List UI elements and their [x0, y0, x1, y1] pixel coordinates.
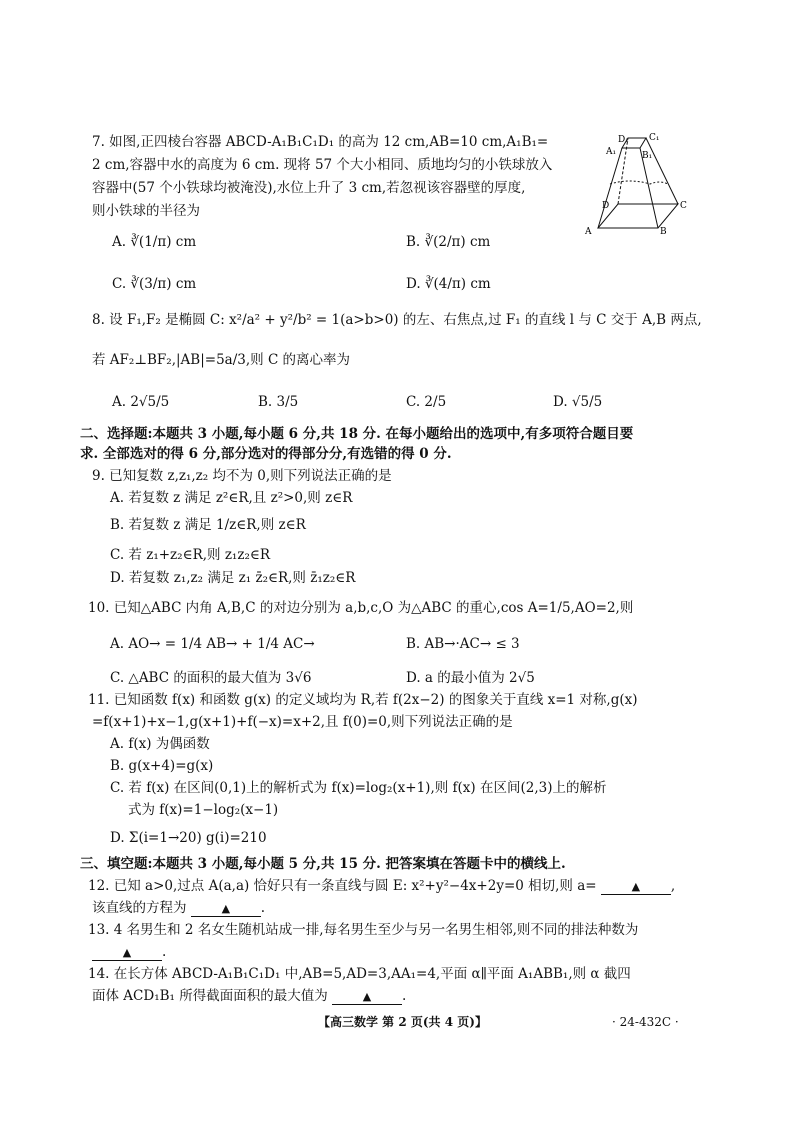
- q8-option-c: C. 2/5: [406, 394, 447, 410]
- q9-option-a: A. 若复数 z 满足 z²∈R,且 z²>0,则 z∈R: [110, 490, 353, 506]
- q7-option-b: B. ∛(2/π) cm: [406, 234, 491, 250]
- fig-label-b1: B₁: [642, 151, 653, 161]
- section-3-heading: 三、填空题:本题共 3 小题,每小题 5 分,共 15 分. 把答案填在答题卡中的横线上.: [80, 856, 566, 872]
- section-2-heading-line-2: 求. 全部选对的得 6 分,部分选对的得部分分,有选错的得 0 分.: [80, 446, 452, 462]
- fig-label-c1: C₁: [649, 133, 660, 143]
- q12-answer-blank-2[interactable]: [191, 901, 261, 917]
- q11-line-1: 11. 已知函数 f(x) 和函数 g(x) 的定义域均为 R,若 f(2x−2) 的图象关于直线 x=1 对称,g(x): [88, 692, 638, 708]
- q11-option-a: A. f(x) 为偶函数: [110, 736, 210, 752]
- fig-label-d: D: [602, 201, 610, 211]
- q8-option-b: B. 3/5: [258, 394, 299, 410]
- q12-text-2: 该直线的方程为: [92, 900, 187, 916]
- fig-label-a1: A₁: [606, 147, 617, 157]
- q9-stem: 9. 已知复数 z,z₁,z₂ 均不为 0,则下列说法正确的是: [92, 468, 392, 484]
- q14-line-1: 14. 在长方体 ABCD-A₁B₁C₁D₁ 中,AB=5,AD=3,AA₁=4,平面 α∥平面 A₁ABB₁,则 α 截四: [88, 966, 631, 982]
- q12-answer-blank-1[interactable]: [601, 879, 671, 895]
- fig-label-c: C: [680, 201, 687, 211]
- q8-option-d: D. √5/5: [553, 394, 603, 410]
- section-2-heading-line-1: 二、选择题:本题共 3 小题,每小题 6 分,共 18 分. 在每小题给出的选项中,有多项符合题目要: [80, 426, 634, 442]
- q9-option-b: B. 若复数 z 满足 1/z∈R,则 z∈R: [110, 517, 306, 533]
- q11-option-b: B. g(x+4)=g(x): [110, 758, 214, 774]
- blank-marker-icon: ▲: [221, 902, 231, 915]
- q9-option-c: C. 若 z₁+z₂∈R,则 z₁z₂∈R: [110, 547, 271, 563]
- q11-option-c-line-1: C. 若 f(x) 在区间(0,1)上的解析式为 f(x)=log₂(x+1),则 f(x) 在区间(2,3)上的解析: [110, 780, 607, 796]
- q11-option-d: D. Σ(i=1→20) g(i)=210: [110, 830, 267, 846]
- q11-line-2: =f(x+1)+x−1,g(x+1)+f(−x)=x+2,且 f(0)=0,则下列说法正确的是: [92, 714, 513, 730]
- q10-option-c: C. △ABC 的面积的最大值为 3√6: [110, 670, 312, 686]
- q14-line-2: 面体 ACD₁B₁ 所得截面面积的最大值为 ▲ .: [92, 988, 407, 1004]
- q10-option-d: D. a 的最小值为 2√5: [406, 670, 535, 686]
- q10-stem: 10. 已知△ABC 内角 A,B,C 的对边分别为 a,b,c,O 为△ABC 的重心,cos A=1/5,AO=2,则: [88, 600, 634, 616]
- q13-line-1: 13. 4 名男生和 2 名女生随机站成一排,每名男生至少与另一名男生相邻,则不同的排法种数为: [88, 922, 639, 938]
- blank-marker-icon: ▲: [362, 990, 372, 1003]
- q8-line-1: 8. 设 F₁,F₂ 是椭圆 C: x²/a² + y²/b² = 1(a>b>0) 的左、右焦点,过 F₁ 的直线 l 与 C 交于 A,B 两点,: [92, 312, 702, 328]
- q10-option-a: A. AO→ = 1/4 AB→ + 1/4 AC→: [110, 636, 315, 652]
- q7-line-1: 7. 如图,正四棱台容器 ABCD-A₁B₁C₁D₁ 的高为 12 cm,AB=10 cm,A₁B₁=: [92, 134, 549, 150]
- q7-option-c: C. ∛(3/π) cm: [112, 276, 197, 292]
- q13-line-2: ▲ .: [92, 942, 166, 962]
- fig-label-d1: D₁: [618, 135, 629, 145]
- fig-label-b: B: [660, 227, 667, 237]
- q12-text-1: 12. 已知 a>0,过点 A(a,a) 恰好只有一条直线与圆 E: x²+y²−4x+2y=0 相切,则 a=: [88, 878, 597, 894]
- q12-line-1: 12. 已知 a>0,过点 A(a,a) 恰好只有一条直线与圆 E: x²+y²−4x+2y=0 相切,则 a= ▲ ,: [88, 878, 676, 894]
- q7-line-4: 则小铁球的半径为: [92, 203, 200, 219]
- q14-text-2: 面体 ACD₁B₁ 所得截面面积的最大值为: [92, 988, 328, 1004]
- q14-answer-blank[interactable]: [332, 989, 402, 1005]
- q7-line-3: 容器中(57 个小铁球均被淹没),水位上升了 3 cm,若忽视该容器壁的厚度,: [92, 180, 526, 196]
- fig-label-a: A: [585, 227, 592, 237]
- q8-option-a: A. 2√5/5: [112, 394, 170, 410]
- q13-answer-blank[interactable]: [92, 945, 162, 961]
- q10-option-b: B. AB→·AC→ ≤ 3: [406, 636, 520, 652]
- q7-option-a: A. ∛(1/π) cm: [112, 234, 197, 250]
- q8-line-2: 若 AF₂⊥BF₂,|AB|=5a/3,则 C 的离心率为: [92, 352, 351, 368]
- page-footer-center: 【高三数学 第 2 页(共 4 页)】: [318, 1015, 487, 1029]
- blank-marker-icon: ▲: [631, 880, 641, 893]
- blank-marker-icon: ▲: [122, 946, 132, 959]
- q12-line-2: 该直线的方程为 ▲ .: [92, 900, 266, 916]
- q11-option-c-line-2: 式为 f(x)=1−log₂(x−1): [128, 802, 279, 818]
- q7-option-d: D. ∛(4/π) cm: [406, 276, 491, 292]
- page-footer-code: · 24-432C ·: [612, 1015, 679, 1029]
- q7-line-2: 2 cm,容器中水的高度为 6 cm. 现将 57 个大小相同、质地均匀的小铁球放入: [92, 157, 553, 173]
- frustum-figure: [580, 128, 690, 238]
- q9-option-d: D. 若复数 z₁,z₂ 满足 z₁ z̄₂∈R,则 z̄₁z₂∈R: [110, 570, 356, 586]
